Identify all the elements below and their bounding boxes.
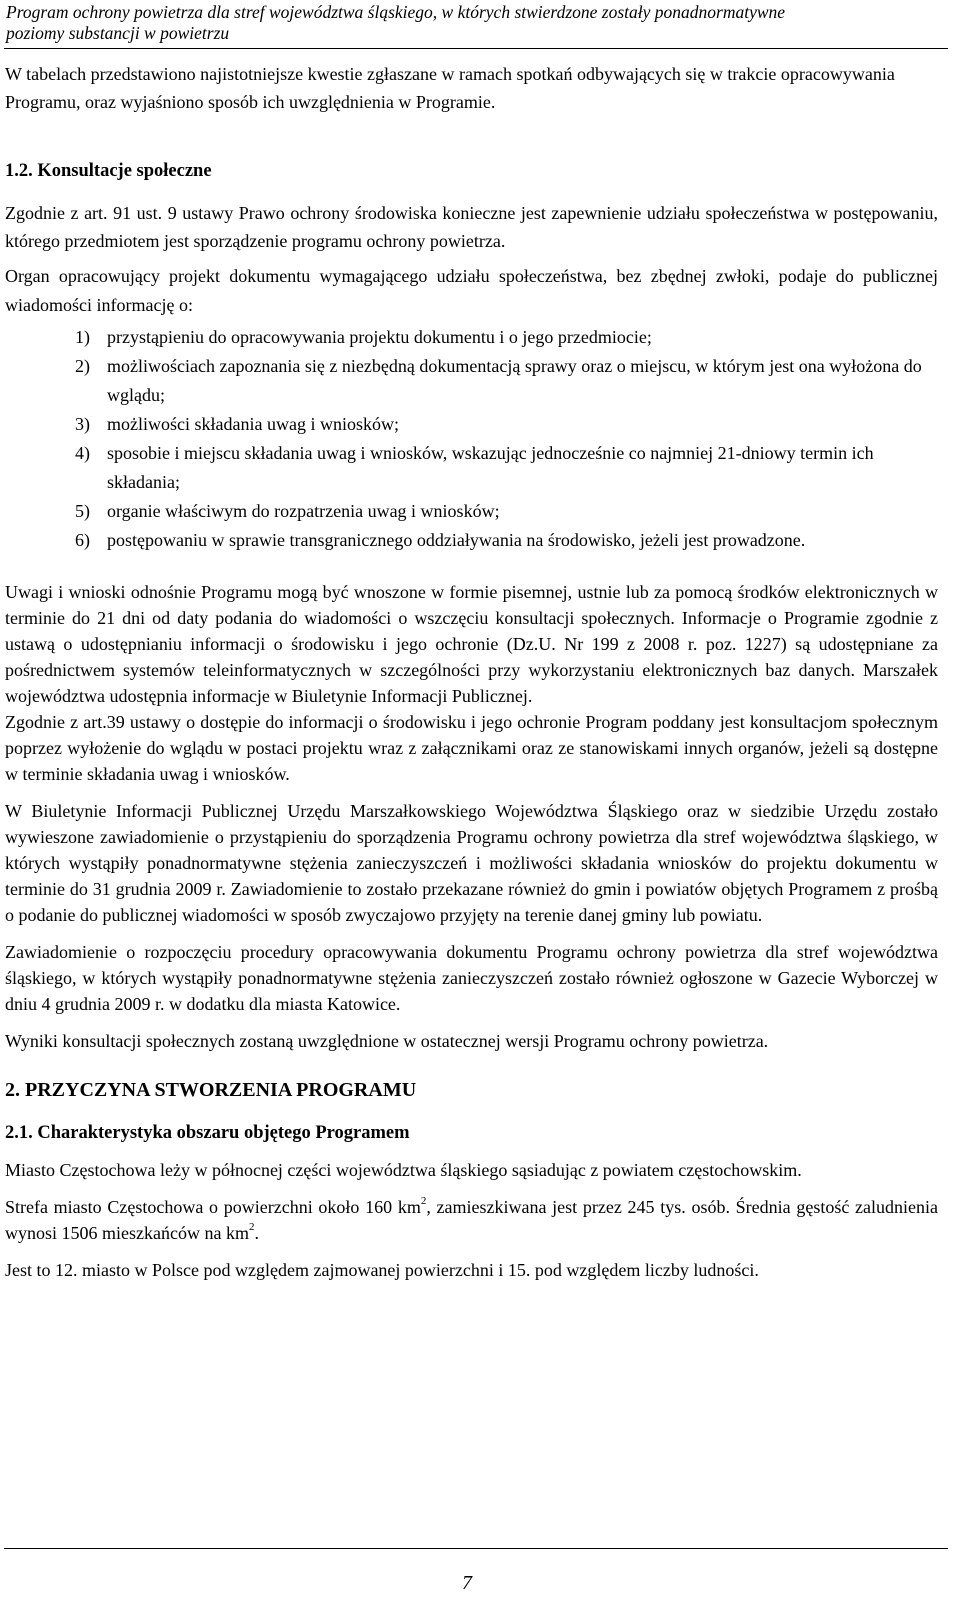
- page-number: 7: [462, 1572, 472, 1594]
- list-item-text: postępowaniu w sprawie transgranicznego oddziaływania na środowisko, jeżeli jest prowadzone.: [107, 530, 806, 550]
- section-1-2-paragraph-2: Organ opracowujący projekt dokumentu wymagającego udziału społeczeństwa, bez zbędnej zwłoki, podaje do publicznej wiadomości informację o:: [5, 266, 938, 315]
- section-1-2-paragraph-4: Zgodnie z art.39 ustawy o dostępie do informacji o środowisku i jego ochronie Program poddany jest konsultacjom społecznym poprzez wyłożenie do wglądu w postaci projektu wraz z załącznikami oraz ze stanowiskami innych organów, jeżeli są dostępne w terminie składania uwag i wniosków.: [5, 712, 938, 784]
- list-item: [5, 439, 938, 497]
- list-item-text: sposobie i miejscu składania uwag i wniosków, wskazując jednocześnie co najmniej 21-dniowy termin ich składania;: [107, 443, 874, 492]
- section-1-2-paragraph-6: Zawiadomienie o rozpoczęciu procedury opracowywania dokumentu Programu ochrony powietrza dla stref województwa śląskiego, w których wystąpiły ponadnormatywne stężenia zanieczyszczeń zostało również ogłoszone w Gazecie Wyborczej w dniu 4 grudnia 2009 r. w dodatku dla miasta Katowice.: [5, 942, 938, 1014]
- list-item: [5, 323, 938, 352]
- list-item-text: możliwości składania uwag i wniosków;: [107, 414, 399, 434]
- footer-rule: [4, 1548, 948, 1549]
- header-line-1: Program ochrony powietrza dla stref województwa śląskiego, w których stwierdzone zostały ponadnormatywne: [6, 2, 786, 22]
- list-item: [5, 526, 938, 555]
- section-2-1-paragraph-3: Jest to 12. miasto w Polsce pod względem zajmowanej powierzchni i 15. pod względem liczby ludności.: [5, 1260, 759, 1280]
- list-item-number: 3): [75, 414, 90, 434]
- list-item-number: 6): [75, 530, 90, 550]
- list-item-text: możliwościach zapoznania się z niezbędną dokumentacją sprawy oraz o miejscu, w którym jest ona wyłożona do wglądu;: [107, 356, 922, 405]
- section-2-1-heading: 2.1. Charakterystyka obszaru objętego Programem: [5, 1123, 410, 1143]
- list-item-number: 4): [75, 443, 90, 463]
- section-1-2-paragraph-1: Zgodnie z art. 91 ust. 9 ustawy Prawo ochrony środowiska konieczne jest zapewnienie udziału społeczeństwa w postępowaniu, którego przedmiotem jest sporządzenie programu ochrony powietrza.: [5, 203, 938, 251]
- period: .: [254, 1223, 259, 1243]
- notification-list: [5, 323, 938, 555]
- section-2-1-paragraph-1: Miasto Częstochowa leży w północnej części województwa śląskiego sąsiadując z powiatem częstochowskim.: [5, 1160, 802, 1180]
- list-item-text: organie właściwym do rozpatrzenia uwag i wniosków;: [107, 501, 500, 521]
- section-1-2-paragraph-3: Uwagi i wnioski odnośnie Programu mogą być wnoszone w formie pisemnej, ustnie lub za pomocą środków elektronicznych w terminie do 21 dni od daty podania do wiadomości o wszczęciu konsultacji społecznych. Informacje o Programie zgodnie z ustawą o udostępnianiu informacji o środowisku i jego ochronie (Dz.U. Nr 199 z 2008 r. poz. 1227) są udostępniane za pośrednictwem systemów teleinformatycznych w szczególności przy wykorzystaniu elektronicznych baz danych. Marszałek województwa udostępnia informacje w Biuletynie Informacji Publicznej.: [5, 582, 938, 706]
- list-item: [5, 352, 938, 410]
- section-1-2-heading: 1.2. Konsultacje społeczne: [5, 161, 212, 181]
- superscript: 2: [420, 1195, 427, 1207]
- list-item-number: 5): [75, 501, 90, 521]
- header-line-2: poziomy substancji w powietrzu: [6, 23, 230, 43]
- section-1-2-paragraph-5: W Biuletynie Informacji Publicznej Urzędu Marszałkowskiego Województwa Śląskiego oraz w siedzibie Urzędu zostało wywieszone zawiadomienie o przystąpieniu do sporządzenia Programu ochrony powietrza dla stref województwa śląskiego, w których wystąpiły ponadnormatywne stężenia zanieczyszczeń i możliwości składania wniosków do projektu dokumentu w terminie do 31 grudnia 2009 r. Zawiadomienie to zostało przekazane również do gmin i powiatów objętych Programem z prośbą o podanie do publicznej wiadomości w sposób zwyczajowo przyjęty na terenie danej gminy lub powiatu.: [5, 801, 938, 925]
- chapter-2-heading: 2. PRZYCZYNA STWORZENIA PROGRAMU: [5, 1079, 417, 1101]
- list-item: [5, 410, 938, 439]
- superscript: 2: [248, 1221, 255, 1233]
- section-1-2-paragraph-7: Wyniki konsultacji społecznych zostaną uwzględnione w ostatecznej wersji Programu ochrony powietrza.: [5, 1031, 769, 1051]
- list-item-number: 1): [75, 327, 90, 347]
- list-item: [5, 497, 938, 526]
- running-header: [6, 2, 946, 44]
- list-item-text: przystąpieniu do opracowywania projektu dokumentu i o jego przedmiocie;: [107, 327, 652, 347]
- header-rule: [4, 48, 948, 49]
- population-text: , zamieszkiwana jest przez 245 tys. osób. Średnia gęstość zaludnienia wynosi 1506 mieszkańców na km: [5, 1197, 938, 1243]
- section-2-1-paragraph-2: [5, 1194, 938, 1246]
- page-body: [5, 60, 938, 1283]
- list-item-number: 2): [75, 356, 90, 376]
- area-text: Strefa miasto Częstochowa o powierzchni około 160 km: [5, 1197, 421, 1217]
- intro-paragraph: W tabelach przedstawiono najistotniejsze kwestie zgłaszane w ramach spotkań odbywających się w trakcie opracowywania Programu, oraz wyjaśniono sposób ich uwzględnienia w Programie.: [5, 64, 895, 112]
